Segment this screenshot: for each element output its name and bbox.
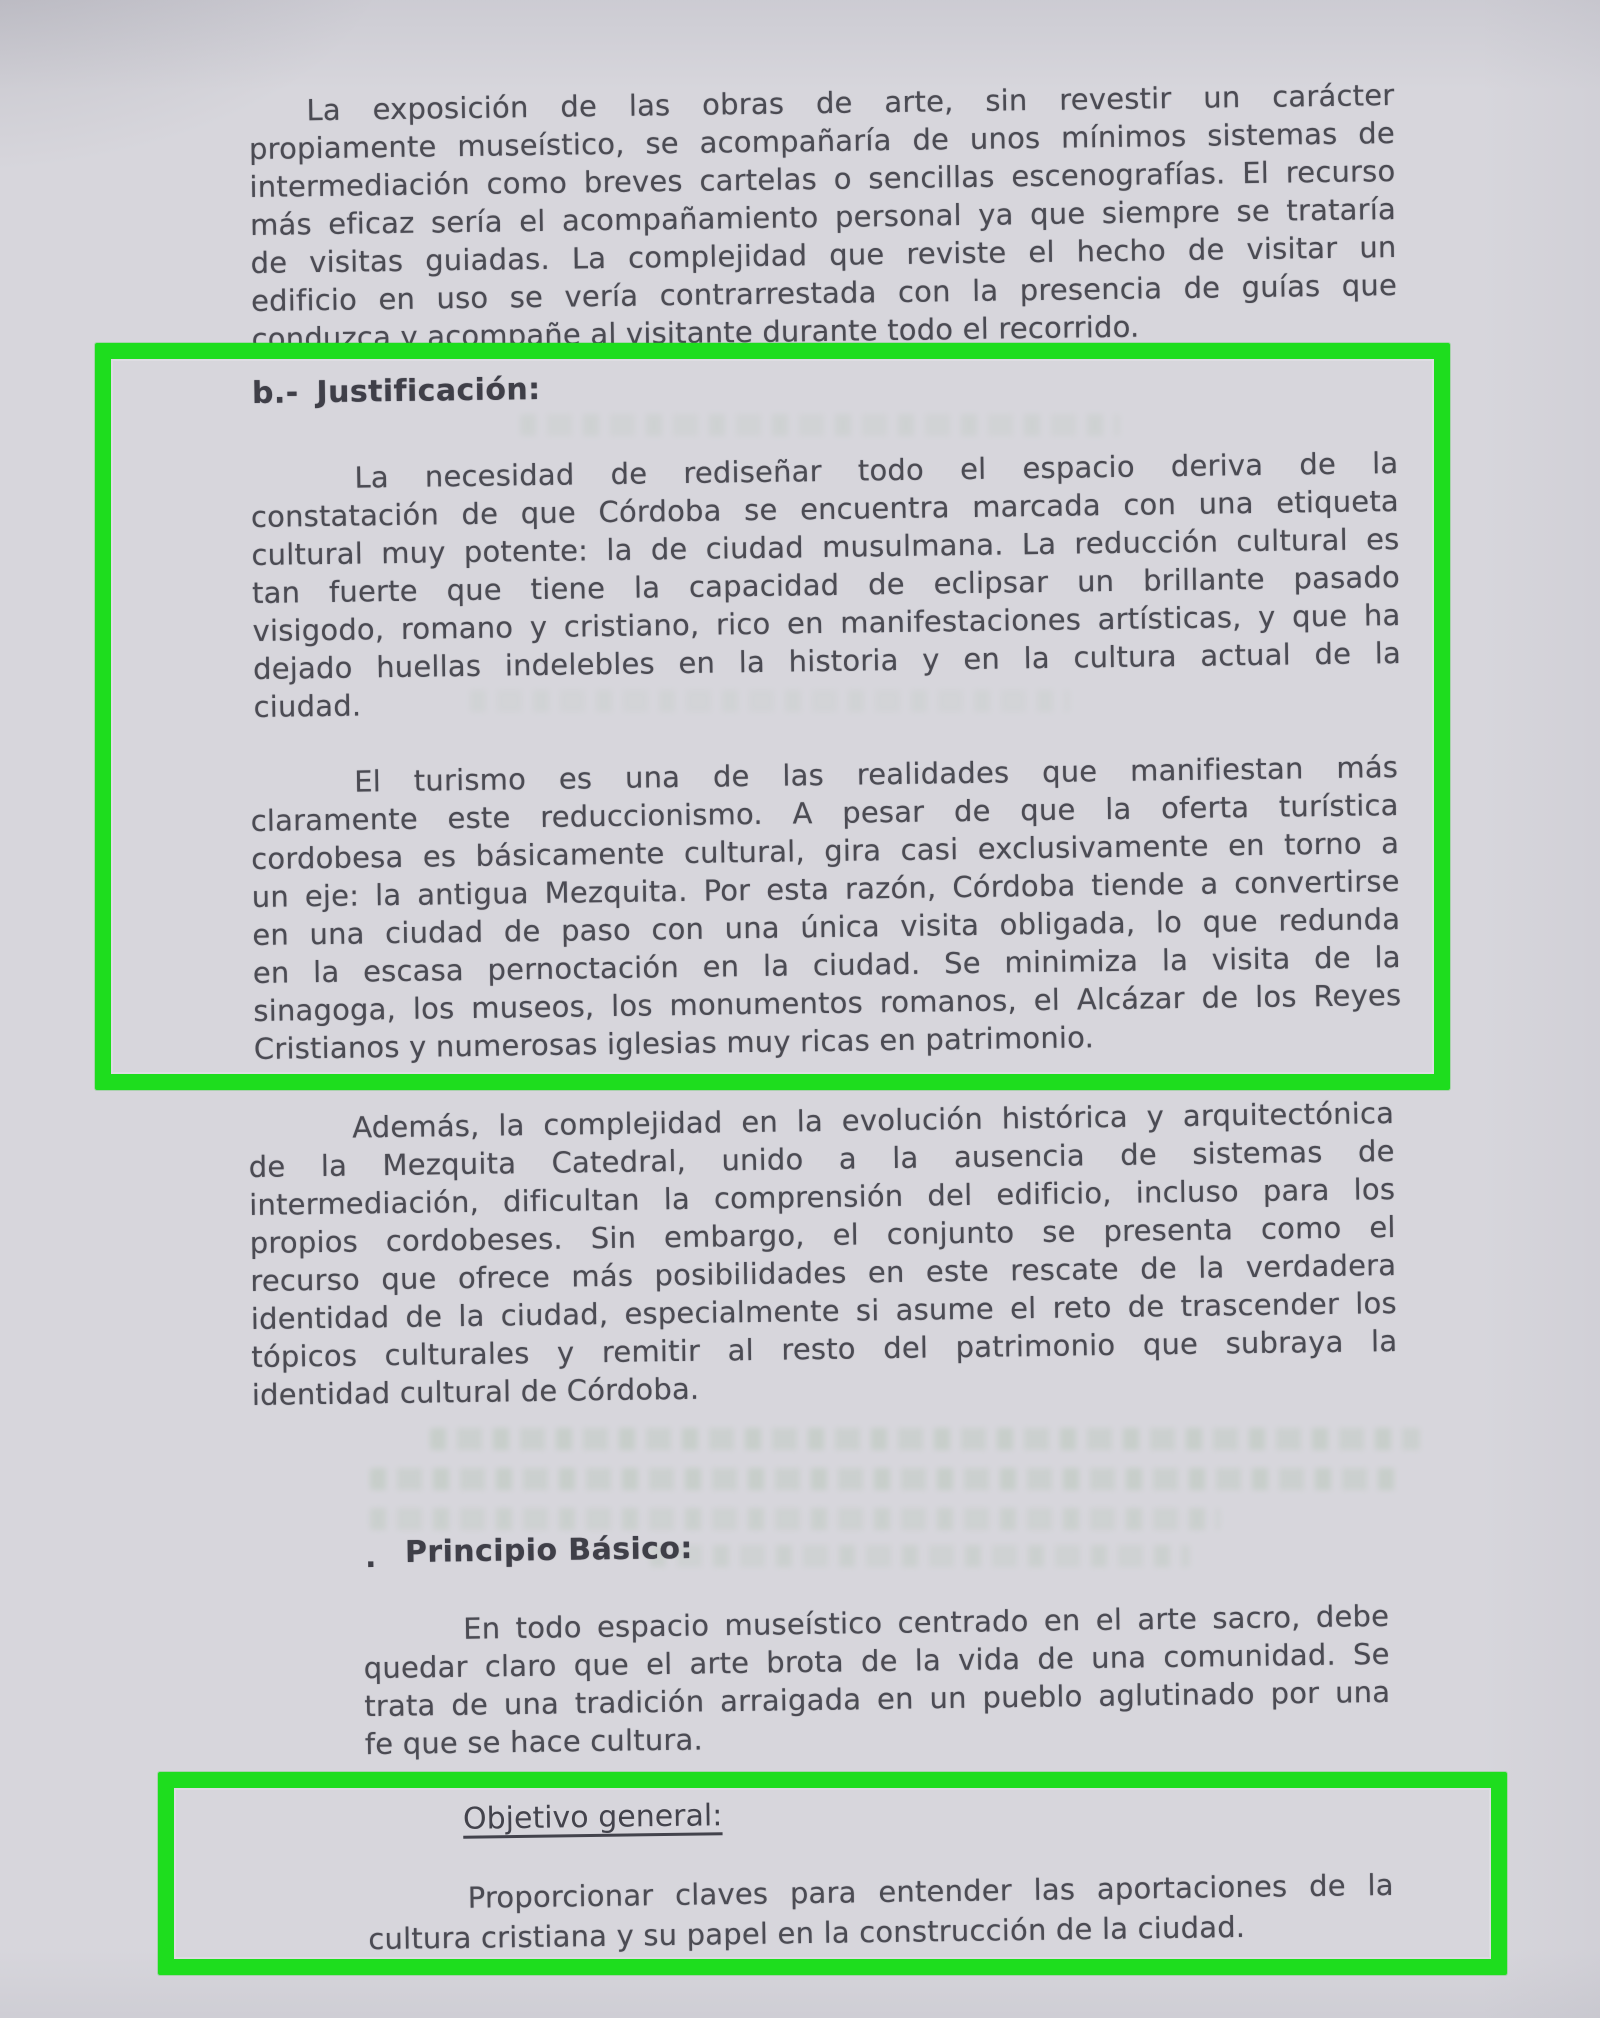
text-line: identidad de la ciudad, especialmente si asume el reto de trascender los [250, 1285, 1397, 1336]
text-line: propiamente museístico, se acompañaría de unos mínimos sistemas de [248, 116, 1396, 167]
justificacion-heading [252, 372, 541, 411]
ademas-paragraph [248, 1094, 1398, 1414]
bleed-through-text [430, 1428, 1420, 1450]
text-line: dejado huellas indelebles en la historia y en la cultura actual de la [252, 635, 1402, 687]
text-line: fe que se hace cultura. [364, 1722, 704, 1762]
text-line: de visitas guiadas. La complejidad que reviste el hecho de visitar un [250, 229, 1397, 280]
bleed-through-text [520, 414, 1120, 436]
text-line: más eficaz sería el acompañamiento personal ya que siempre se trataría [249, 192, 1397, 242]
text-line: El turismo es una de las realidades que manifiestan más [353, 750, 1399, 799]
text-line: edificio en uso se vería contrarrestada con la presencia de guías que [250, 267, 1398, 318]
text-line: trata de una tradición arraigada en un pueblo aglutinado por una [364, 1674, 1391, 1724]
intro-paragraph [248, 76, 1398, 358]
text-line: visigodo, romano y cristiano, rico en manifestaciones artísticas, y que ha [252, 597, 1401, 649]
text-line: intermediación como breves cartelas o sencillas escenografías. El recurso [249, 154, 1396, 205]
bleed-through-text [370, 1508, 1220, 1530]
text-line: La necesidad de rediseñar todo el espacio deriva de la [354, 445, 1399, 495]
text-line: sinagoga, los museos, los monumentos romanos, el Alcázar de los Reyes [253, 977, 1402, 1029]
text-line: intermediación, dificultan la comprensión del edificio, incluso para los [249, 1172, 1396, 1223]
principio-bullet: . [364, 1539, 377, 1576]
text-line: La exposición de las obras de arte, sin revestir un carácter [306, 78, 1395, 128]
text-line: constatación de que Córdoba se encuentra marcada con una etiqueta [250, 483, 1400, 535]
text-line: cultural muy potente: la de ciudad musulmana. La reducción cultural es [251, 521, 1400, 573]
objetivo-paragraph [367, 1865, 1394, 1959]
text-line: en una ciudad de paso con una única visita obligada, lo que redunda [252, 901, 1401, 953]
text-line: Cristianos y numerosas iglesias muy ricas en patrimonio. [253, 1020, 1095, 1066]
justificacion-heading-prefix: b.- [251, 375, 299, 412]
text-line: propios cordobeses. Sin embargo, el conjunto se presenta como el [249, 1210, 1396, 1261]
text-line: En todo espacio museístico centrado en el arte sacro, debe [463, 1598, 1390, 1646]
justificacion-paragraph-1 [250, 444, 1402, 726]
text-line: cordobesa es básicamente cultural, gira casi exclusivamente en torno a [251, 825, 1400, 877]
text-line: Proporcionar claves para entender las aportaciones de la [467, 1867, 1394, 1915]
principio-paragraph [363, 1597, 1391, 1763]
text-line: tópicos culturales y remitir al resto del patrimonio que subraya la [251, 1323, 1398, 1374]
principio-heading: Principio Básico: [404, 1530, 693, 1571]
objetivo-heading: Objetivo general: [462, 1798, 723, 1837]
text-line: claramente este reduccionismo. A pesar de que la oferta turística [250, 787, 1399, 839]
text-line: quedar claro que el arte brota de la vida de una comunidad. Se [363, 1636, 1390, 1686]
text-line: en la escasa pernoctación en la ciudad. Se minimiza la visita de la [252, 939, 1401, 991]
bleed-through-text [470, 690, 1070, 712]
text-line: recurso que ofrece más posibilidades en este rescate de la verdadera [250, 1247, 1397, 1298]
text-line: tan fuerte que tiene la capacidad de eclipsar un brillante pasado [251, 559, 1401, 611]
text-line: ciudad. [253, 688, 362, 725]
text-line: identidad cultural de Córdoba. [251, 1371, 700, 1412]
text-line: cultura cristiana y su papel en la construcción de la ciudad. [368, 1909, 1246, 1957]
text-line: Además, la complejidad en la evolución histórica y arquitectónica [351, 1096, 1395, 1145]
bleed-through-text [370, 1468, 1400, 1490]
text-line: conduzca y acompañe al visitante durante todo el recorrido. [251, 309, 1140, 356]
bleed-through-text [650, 1545, 1190, 1567]
justificacion-paragraph-2 [250, 748, 1402, 1068]
justificacion-heading-label: Justificación: [316, 371, 541, 411]
text-line: un eje: la antigua Mezquita. Por esta razón, Córdoba tiende a convertirse [251, 863, 1400, 915]
text-line: de la Mezquita Catedral, unido a la ausencia de sistemas de [248, 1134, 1395, 1185]
